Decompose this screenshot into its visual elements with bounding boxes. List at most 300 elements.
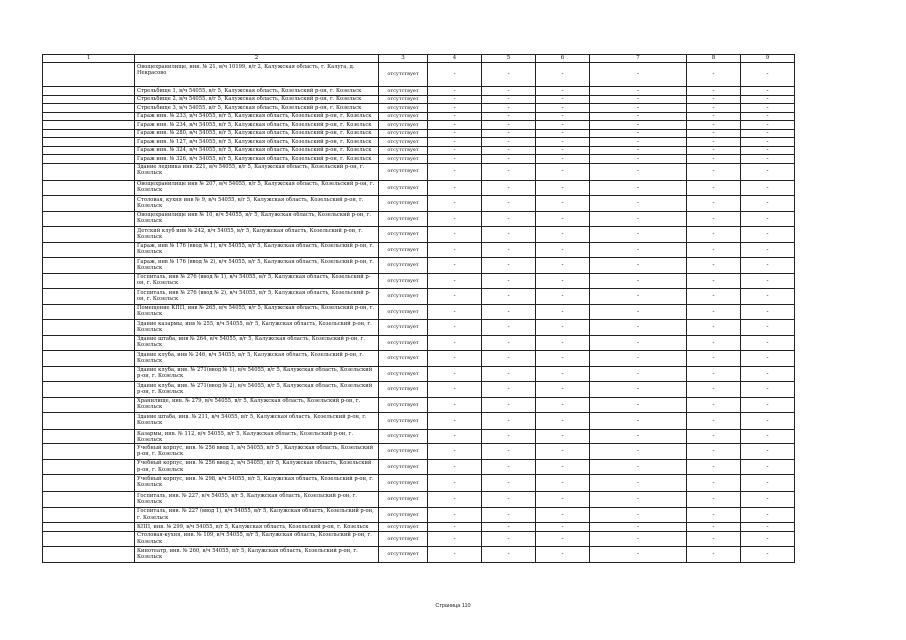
value-cell-col-4: - — [428, 492, 482, 508]
value-cell-col-7: - — [590, 112, 687, 121]
status-cell: отсутствует — [379, 104, 428, 113]
row-number-cell — [43, 351, 135, 367]
value-cell-col-5: - — [482, 304, 536, 320]
value-cell-col-9: - — [741, 492, 795, 508]
row-number-cell — [43, 523, 135, 532]
value-cell-col-6: - — [536, 492, 590, 508]
row-number-cell — [43, 304, 135, 320]
status-cell: отсутствует — [379, 413, 428, 430]
value-cell-col-9: - — [741, 63, 795, 87]
value-cell-col-4: - — [428, 531, 482, 547]
value-cell-col-5: - — [482, 196, 536, 212]
table-row — [43, 492, 795, 508]
row-number-cell — [43, 444, 135, 460]
value-cell-col-5: - — [482, 397, 536, 413]
row-number-cell — [43, 366, 135, 382]
value-cell-col-8: - — [687, 492, 741, 508]
value-cell-col-8: - — [687, 242, 741, 258]
value-cell-col-7: - — [590, 320, 687, 336]
row-number-cell — [43, 121, 135, 130]
table-row — [43, 146, 795, 155]
value-cell-col-5: - — [482, 227, 536, 243]
value-cell-col-4: - — [428, 211, 482, 227]
status-cell: отсутствует — [379, 351, 428, 367]
table-row — [43, 459, 795, 475]
table-row — [43, 121, 795, 130]
table-row — [43, 104, 795, 113]
object-name-cell: Гараж инв. № 324, в/ч 54055, в/г 5, Калужская область, Козельский р-он, г. Козельск — [135, 146, 379, 155]
table-row — [43, 95, 795, 104]
row-number-cell — [43, 146, 135, 155]
value-cell-col-9: - — [741, 163, 795, 180]
value-cell-col-4: - — [428, 155, 482, 164]
value-cell-col-7: - — [590, 121, 687, 130]
page-number: Страница 110 — [435, 603, 471, 609]
value-cell-col-7: - — [590, 211, 687, 227]
status-cell: отсутствует — [379, 163, 428, 180]
object-name-cell: Детский клуб инв № 242, в/ч 54055, в/г 5, Калужская область, Козельский р-он, г. Козельск — [135, 227, 379, 243]
value-cell-col-9: - — [741, 87, 795, 96]
row-number-cell — [43, 475, 135, 492]
value-cell-col-5: - — [482, 112, 536, 121]
value-cell-col-9: - — [741, 444, 795, 460]
value-cell-col-4: - — [428, 289, 482, 305]
table-row — [43, 413, 795, 430]
row-number-cell — [43, 87, 135, 96]
table-row — [43, 444, 795, 460]
value-cell-col-6: - — [536, 507, 590, 523]
status-cell: отсутствует — [379, 129, 428, 138]
value-cell-col-6: - — [536, 138, 590, 147]
value-cell-col-8: - — [687, 366, 741, 382]
value-cell-col-6: - — [536, 304, 590, 320]
object-name-cell: Здание клуба, инв № 246, в/ч 54055, в/г 5, Калужская область, Козельский р-он, г. Козельск — [135, 351, 379, 367]
value-cell-col-5: - — [482, 523, 536, 532]
value-cell-col-7: - — [590, 444, 687, 460]
value-cell-col-8: - — [687, 155, 741, 164]
value-cell-col-6: - — [536, 397, 590, 413]
value-cell-col-6: - — [536, 87, 590, 96]
table-row — [43, 211, 795, 227]
value-cell-col-8: - — [687, 95, 741, 104]
status-cell: отсутствует — [379, 258, 428, 274]
value-cell-col-5: - — [482, 180, 536, 196]
value-cell-col-6: - — [536, 211, 590, 227]
column-header-3: 3 — [379, 55, 428, 63]
value-cell-col-8: - — [687, 163, 741, 180]
value-cell-col-8: - — [687, 351, 741, 367]
object-name-cell: Госпиталь, инв № 276 (ввод № 1), в/ч 54055, в/г 5, Калужская область, Козельский р-он, г. Козельск — [135, 273, 379, 289]
value-cell-col-7: - — [590, 63, 687, 87]
value-cell-col-6: - — [536, 129, 590, 138]
object-name-cell: Госпиталь, инв № 276 (ввод № 2), в/ч 54055, в/г 5, Калужская область, Козельский р-он, г. Козельск — [135, 289, 379, 305]
value-cell-col-9: - — [741, 227, 795, 243]
value-cell-col-7: - — [590, 382, 687, 398]
value-cell-col-6: - — [536, 121, 590, 130]
object-name-cell: Овощехранилище инв № 207, в/ч 54055, в/г 5, Калужская область, Козельский р-он, г. Козельск — [135, 180, 379, 196]
table-row — [43, 430, 795, 444]
value-cell-col-7: - — [590, 523, 687, 532]
value-cell-col-6: - — [536, 227, 590, 243]
value-cell-col-6: - — [536, 382, 590, 398]
header-row — [43, 55, 795, 63]
value-cell-col-5: - — [482, 430, 536, 444]
value-cell-col-7: - — [590, 430, 687, 444]
status-cell: отсутствует — [379, 146, 428, 155]
value-cell-col-7: - — [590, 397, 687, 413]
value-cell-col-4: - — [428, 180, 482, 196]
value-cell-col-4: - — [428, 444, 482, 460]
row-number-cell — [43, 196, 135, 212]
value-cell-col-6: - — [536, 95, 590, 104]
status-cell: отсутствует — [379, 304, 428, 320]
value-cell-col-8: - — [687, 335, 741, 351]
column-header-4: 4 — [428, 55, 482, 63]
status-cell: отсутствует — [379, 242, 428, 258]
value-cell-col-4: - — [428, 382, 482, 398]
row-number-cell — [43, 227, 135, 243]
value-cell-col-5: - — [482, 475, 536, 492]
object-name-cell: Здание клуба, инв. № 271(ввод № 2), в/ч 54055, в/г 5, Калужская область, Козельский р-он, г. Козельск — [135, 382, 379, 398]
value-cell-col-7: - — [590, 138, 687, 147]
status-cell: отсутствует — [379, 459, 428, 475]
value-cell-col-7: - — [590, 180, 687, 196]
value-cell-col-7: - — [590, 507, 687, 523]
value-cell-col-4: - — [428, 430, 482, 444]
value-cell-col-9: - — [741, 258, 795, 274]
column-header-8: 8 — [687, 55, 741, 63]
value-cell-col-9: - — [741, 95, 795, 104]
status-cell: отсутствует — [379, 382, 428, 398]
table-row — [43, 547, 795, 563]
value-cell-col-8: - — [687, 413, 741, 430]
value-cell-col-5: - — [482, 459, 536, 475]
object-name-cell: Здание штаба, инв. № 211, в/ч 54055, в/г 5, Калужская область, Козельский р-он, г. Козельск — [135, 413, 379, 430]
table-row — [43, 382, 795, 398]
status-cell: отсутствует — [379, 227, 428, 243]
status-cell: отсутствует — [379, 492, 428, 508]
value-cell-col-7: - — [590, 304, 687, 320]
value-cell-col-8: - — [687, 444, 741, 460]
value-cell-col-7: - — [590, 475, 687, 492]
value-cell-col-4: - — [428, 196, 482, 212]
value-cell-col-5: - — [482, 335, 536, 351]
value-cell-col-4: - — [428, 547, 482, 563]
value-cell-col-4: - — [428, 258, 482, 274]
value-cell-col-7: - — [590, 155, 687, 164]
value-cell-col-4: - — [428, 227, 482, 243]
value-cell-col-8: - — [687, 475, 741, 492]
table-row — [43, 227, 795, 243]
status-cell: отсутствует — [379, 430, 428, 444]
value-cell-col-6: - — [536, 273, 590, 289]
value-cell-col-8: - — [687, 273, 741, 289]
table-row — [43, 289, 795, 305]
value-cell-col-6: - — [536, 444, 590, 460]
value-cell-col-4: - — [428, 413, 482, 430]
status-cell: отсутствует — [379, 289, 428, 305]
value-cell-col-9: - — [741, 211, 795, 227]
value-cell-col-9: - — [741, 523, 795, 532]
column-header-1: 1 — [43, 55, 135, 63]
object-name-cell: Гараж инв. № 280, в/ч 54055, в/г 5, Калужская область, Козельский р-он, г. Козельск — [135, 129, 379, 138]
object-name-cell: Здание штаба, инв № 264, в/ч 54055, в/г 5, Калужская область, Козельский р-он, г. Козельск — [135, 335, 379, 351]
value-cell-col-5: - — [482, 507, 536, 523]
value-cell-col-8: - — [687, 531, 741, 547]
status-cell: отсутствует — [379, 211, 428, 227]
column-header-5: 5 — [482, 55, 536, 63]
value-cell-col-9: - — [741, 366, 795, 382]
value-cell-col-6: - — [536, 196, 590, 212]
object-name-cell: Гараж, инв № 176 (ввод № 2), в/ч 54055, в/г 5, Калужская область, Козельский р-он, г. Козельск — [135, 258, 379, 274]
value-cell-col-9: - — [741, 507, 795, 523]
status-cell: отсутствует — [379, 531, 428, 547]
value-cell-col-5: - — [482, 382, 536, 398]
row-number-cell — [43, 413, 135, 430]
value-cell-col-5: - — [482, 155, 536, 164]
value-cell-col-9: - — [741, 121, 795, 130]
value-cell-col-6: - — [536, 366, 590, 382]
object-name-cell: Гараж инв. № 127, в/ч 54055, в/г 5, Калужская область, Козельский р-он, г. Козельск — [135, 138, 379, 147]
table-row — [43, 335, 795, 351]
value-cell-col-6: - — [536, 180, 590, 196]
table-row — [43, 63, 795, 87]
table-row — [43, 304, 795, 320]
value-cell-col-4: - — [428, 129, 482, 138]
object-name-cell: Учебный корпус, инв. № 256 ввод 2, в/ч 54055, в/г 5, Калужская область, Козельский р-он, г. Козельск — [135, 459, 379, 475]
object-name-cell: Здание ледника инв. 221, в/ч 54055, в/г 5, Калужская область, Козельский р-он, г. Козельск — [135, 163, 379, 180]
table-row — [43, 87, 795, 96]
value-cell-col-9: - — [741, 320, 795, 336]
status-cell: отсутствует — [379, 475, 428, 492]
value-cell-col-6: - — [536, 475, 590, 492]
value-cell-col-6: - — [536, 146, 590, 155]
row-number-cell — [43, 459, 135, 475]
value-cell-col-5: - — [482, 531, 536, 547]
object-name-cell: КПП, инв. № 299, в/ч 54055, в/г 5, Калужская область, Козельский р-он, г. Козельск — [135, 523, 379, 532]
status-cell: отсутствует — [379, 547, 428, 563]
value-cell-col-9: - — [741, 351, 795, 367]
value-cell-col-7: - — [590, 459, 687, 475]
row-number-cell — [43, 211, 135, 227]
row-number-cell — [43, 430, 135, 444]
value-cell-col-9: - — [741, 382, 795, 398]
value-cell-col-5: - — [482, 413, 536, 430]
row-number-cell — [43, 95, 135, 104]
value-cell-col-4: - — [428, 335, 482, 351]
value-cell-col-7: - — [590, 104, 687, 113]
value-cell-col-9: - — [741, 138, 795, 147]
value-cell-col-4: - — [428, 121, 482, 130]
object-name-cell: Стрельбище 2, в/ч 54055, в/г 5, Калужская область, Козельский р-он, г. Козельск — [135, 95, 379, 104]
value-cell-col-4: - — [428, 507, 482, 523]
table-row — [43, 397, 795, 413]
table-row — [43, 112, 795, 121]
value-cell-col-7: - — [590, 87, 687, 96]
row-number-cell — [43, 180, 135, 196]
value-cell-col-9: - — [741, 242, 795, 258]
row-number-cell — [43, 258, 135, 274]
value-cell-col-5: - — [482, 146, 536, 155]
value-cell-col-4: - — [428, 63, 482, 87]
table-row — [43, 507, 795, 523]
value-cell-col-6: - — [536, 413, 590, 430]
row-number-cell — [43, 155, 135, 164]
value-cell-col-8: - — [687, 258, 741, 274]
value-cell-col-6: - — [536, 163, 590, 180]
row-number-cell — [43, 63, 135, 87]
row-number-cell — [43, 273, 135, 289]
object-name-cell: Хранилище, инв. № 279, в/ч 54055, в/г 5, Калужская область, Козельский р-он, г. Козельск — [135, 397, 379, 413]
value-cell-col-5: - — [482, 129, 536, 138]
value-cell-col-7: - — [590, 335, 687, 351]
value-cell-col-4: - — [428, 523, 482, 532]
value-cell-col-4: - — [428, 104, 482, 113]
value-cell-col-9: - — [741, 104, 795, 113]
value-cell-col-5: - — [482, 138, 536, 147]
table-row — [43, 242, 795, 258]
object-name-cell: Овощехранилище, инв. № 21, в/ч 10199, в/г 2, Калужская область, г. Калуга, д. Некрасово — [135, 63, 379, 87]
value-cell-col-6: - — [536, 289, 590, 305]
value-cell-col-9: - — [741, 397, 795, 413]
value-cell-col-4: - — [428, 273, 482, 289]
value-cell-col-7: - — [590, 129, 687, 138]
value-cell-col-5: - — [482, 320, 536, 336]
value-cell-col-9: - — [741, 273, 795, 289]
object-name-cell: Гараж, инв № 176 (ввод № 1), в/ч 54055, в/г 5, Калужская область, Козельский р-он, г. Козельск — [135, 242, 379, 258]
column-header-2: 2 — [135, 55, 379, 63]
value-cell-col-4: - — [428, 459, 482, 475]
value-cell-col-7: - — [590, 196, 687, 212]
table-row — [43, 129, 795, 138]
value-cell-col-9: - — [741, 112, 795, 121]
table-row — [43, 531, 795, 547]
value-cell-col-9: - — [741, 289, 795, 305]
column-header-9: 9 — [741, 55, 795, 63]
value-cell-col-5: - — [482, 163, 536, 180]
row-number-cell — [43, 112, 135, 121]
object-name-cell: Здание казармы, инв № 255, в/ч 54055, в/г 5, Калужская область, Козельский р-он, г. Козельск — [135, 320, 379, 336]
value-cell-col-4: - — [428, 87, 482, 96]
status-cell: отсутствует — [379, 95, 428, 104]
value-cell-col-9: - — [741, 196, 795, 212]
object-name-cell: Учебный корпус, инв. № 256 ввод 1, в/ч 54055, в/г 5 , Калужская область, Козельский р-он, г. Козельск — [135, 444, 379, 460]
value-cell-col-5: - — [482, 104, 536, 113]
value-cell-col-5: - — [482, 289, 536, 305]
value-cell-col-5: - — [482, 547, 536, 563]
value-cell-col-5: - — [482, 366, 536, 382]
value-cell-col-6: - — [536, 547, 590, 563]
value-cell-col-4: - — [428, 366, 482, 382]
table-row — [43, 258, 795, 274]
status-cell: отсутствует — [379, 523, 428, 532]
table-row — [43, 475, 795, 492]
status-cell: отсутствует — [379, 63, 428, 87]
value-cell-col-9: - — [741, 180, 795, 196]
object-name-cell: Госпиталь, инв. № 227 (ввод 1), в/ч 54055, в/г 5, Калужская область, Козельский р-он, г. Козельск — [135, 507, 379, 523]
value-cell-col-8: - — [687, 459, 741, 475]
object-name-cell: Овощехранилище инв № 10, в/ч 54055, в/г 5, Калужская область, Козельский р-он, г. Козельск — [135, 211, 379, 227]
value-cell-col-9: - — [741, 475, 795, 492]
value-cell-col-8: - — [687, 547, 741, 563]
value-cell-col-8: - — [687, 129, 741, 138]
value-cell-col-7: - — [590, 366, 687, 382]
value-cell-col-8: - — [687, 196, 741, 212]
value-cell-col-8: - — [687, 523, 741, 532]
status-cell: отсутствует — [379, 335, 428, 351]
row-number-cell — [43, 289, 135, 305]
row-number-cell — [43, 492, 135, 508]
object-name-cell: Стрельбище 1, в/ч 54055, в/г 5, Калужская область, Козельский р-он, г. Козельск — [135, 87, 379, 96]
value-cell-col-9: - — [741, 547, 795, 563]
value-cell-col-4: - — [428, 138, 482, 147]
object-name-cell: Столовая-кухня, инв. № 109, в/ч 54055, в/г 5, Калужская область, Козельский р-он, г. Козельск — [135, 531, 379, 547]
value-cell-col-8: - — [687, 289, 741, 305]
row-number-cell — [43, 163, 135, 180]
value-cell-col-6: - — [536, 112, 590, 121]
table-row — [43, 351, 795, 367]
value-cell-col-8: - — [687, 304, 741, 320]
value-cell-col-5: - — [482, 63, 536, 87]
table-row — [43, 196, 795, 212]
value-cell-col-6: - — [536, 531, 590, 547]
value-cell-col-4: - — [428, 304, 482, 320]
value-cell-col-7: - — [590, 492, 687, 508]
value-cell-col-6: - — [536, 430, 590, 444]
status-cell: отсутствует — [379, 180, 428, 196]
value-cell-col-8: - — [687, 104, 741, 113]
row-number-cell — [43, 531, 135, 547]
value-cell-col-7: - — [590, 289, 687, 305]
column-header-7: 7 — [590, 55, 687, 63]
object-name-cell: Казармы, инв. № 112, в/ч 54055, в/г 5, Калужская область, Козельский р-он, г. Козельск — [135, 430, 379, 444]
status-cell: отсутствует — [379, 112, 428, 121]
table-row — [43, 180, 795, 196]
table-row — [43, 273, 795, 289]
value-cell-col-7: - — [590, 95, 687, 104]
value-cell-col-8: - — [687, 146, 741, 155]
value-cell-col-4: - — [428, 242, 482, 258]
object-name-cell: Госпиталь, инв. № 227, в/ч 54055, в/г 5, Калужская область, Козельский р-он, г. Козельск — [135, 492, 379, 508]
row-number-cell — [43, 335, 135, 351]
value-cell-col-8: - — [687, 180, 741, 196]
data-table — [42, 54, 795, 563]
status-cell: отсутствует — [379, 273, 428, 289]
value-cell-col-9: - — [741, 459, 795, 475]
value-cell-col-6: - — [536, 335, 590, 351]
object-name-cell: Столовая, кухня инв № 9, в/ч 54055, в/г 5, Калужская область, Козельский р-он, г. Козельск — [135, 196, 379, 212]
value-cell-col-5: - — [482, 87, 536, 96]
value-cell-col-8: - — [687, 87, 741, 96]
object-name-cell: Стрельбище 3, в/ч 54055, в/г 5, Калужская область, Козельский р-он, г. Козельск — [135, 104, 379, 113]
value-cell-col-6: - — [536, 320, 590, 336]
status-cell: отсутствует — [379, 507, 428, 523]
value-cell-col-6: - — [536, 351, 590, 367]
value-cell-col-7: - — [590, 413, 687, 430]
value-cell-col-7: - — [590, 273, 687, 289]
table-row — [43, 155, 795, 164]
value-cell-col-8: - — [687, 121, 741, 130]
value-cell-col-6: - — [536, 63, 590, 87]
status-cell: отсутствует — [379, 397, 428, 413]
value-cell-col-6: - — [536, 523, 590, 532]
object-name-cell: Помещение КПП, инв № 265, в/ч 54055, в/г 5, Калужская область, Козельский р-он, г. Козельск — [135, 304, 379, 320]
row-number-cell — [43, 104, 135, 113]
value-cell-col-8: - — [687, 382, 741, 398]
value-cell-col-5: - — [482, 258, 536, 274]
value-cell-col-7: - — [590, 258, 687, 274]
value-cell-col-6: - — [536, 242, 590, 258]
